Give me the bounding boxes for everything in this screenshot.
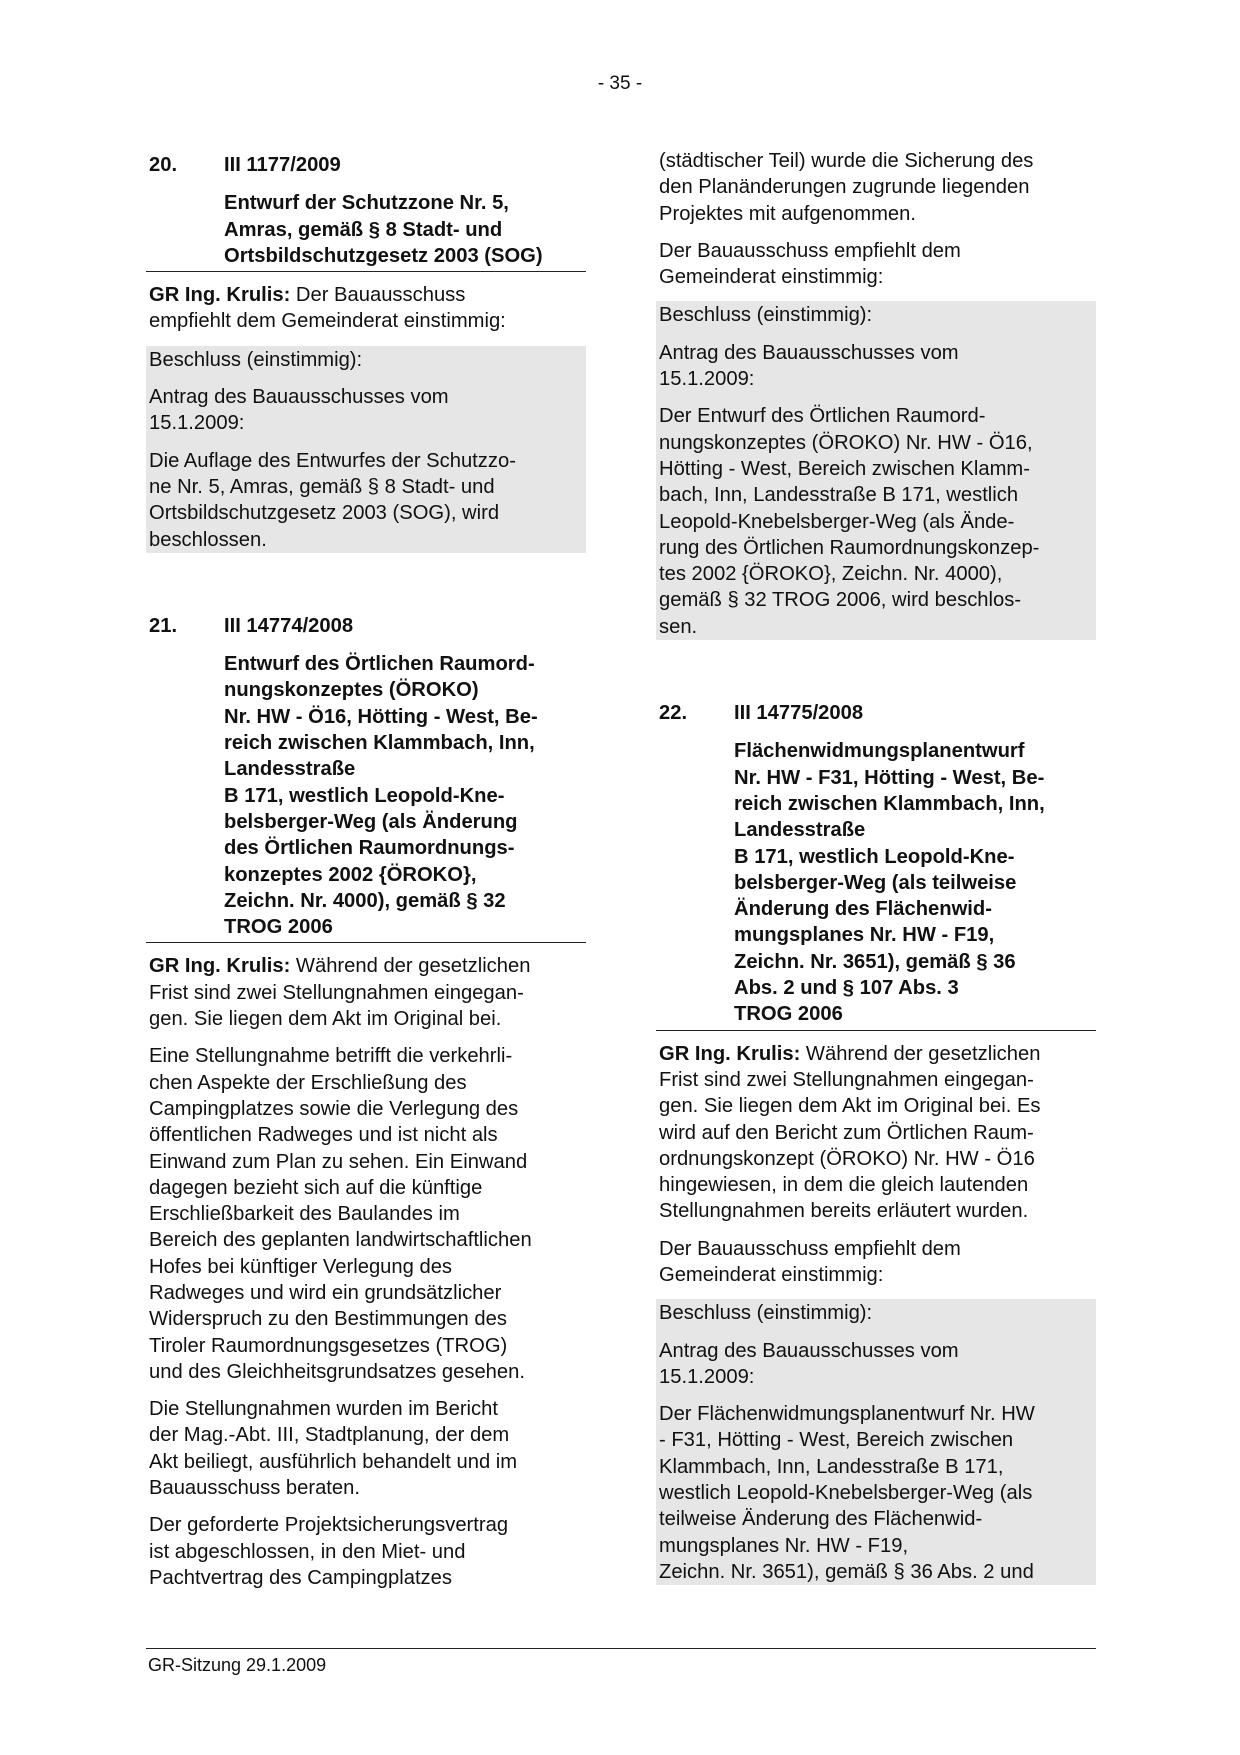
motion-text xyxy=(656,340,1096,393)
item-21-number: 21. xyxy=(149,614,178,637)
motion-line: 15.1.2009: xyxy=(659,1365,755,1388)
item-22-resolution-box xyxy=(656,1299,1096,1585)
resolution-label: Beschluss (einstimmig): xyxy=(659,304,873,327)
resolution-line: Klammbach, Inn, Landesstraße B 171, xyxy=(659,1455,1004,1478)
text-line: Radweges und wird ein grundsätzlicher xyxy=(149,1281,502,1304)
resolution-line: beschlossen. xyxy=(149,528,267,551)
item-21-title-line: Entwurf des Örtlichen Raumord- xyxy=(224,653,535,676)
text-line: öffentlichen Radweges und ist nicht als xyxy=(149,1124,498,1147)
item-21-title-line: B 171, westlich Leopold-Kne- xyxy=(224,784,505,807)
text-line: Gemeinderat einstimmig: xyxy=(659,266,884,289)
resolution-text xyxy=(656,1401,1096,1585)
text-line: Campingplatzes sowie die Verlegung des xyxy=(149,1097,519,1120)
item-21-header xyxy=(146,613,586,639)
item-21-title-line: Nr. HW - Ö16, Hötting - West, Be- xyxy=(224,705,538,728)
resolution-line: westlich Leopold-Knebelsberger-Weg (als xyxy=(659,1482,1033,1505)
item-22-title-line: Änderung des Flächenwid- xyxy=(734,898,992,921)
text-line: ordnungskonzept (ÖROKO) Nr. HW - Ö16 xyxy=(659,1147,1035,1170)
item-21-paragraph-4 xyxy=(146,1512,586,1591)
item-22-title xyxy=(656,738,1096,1030)
speaker-name: GR Ing. Krulis: xyxy=(149,955,291,978)
agenda-item-22 xyxy=(656,700,1096,1585)
agenda-item-20 xyxy=(146,152,586,553)
motion-line: 15.1.2009: xyxy=(659,368,755,391)
item-21-title-line: Zeichn. Nr. 4000), gemäß § 32 xyxy=(224,889,506,912)
item-22-header xyxy=(656,700,1096,726)
item-20-title xyxy=(146,190,586,272)
item-21-title-line: Landesstraße xyxy=(224,758,356,781)
item-21-resolution-box xyxy=(656,301,1096,640)
item-20-reference: III 1177/2009 xyxy=(224,154,341,176)
motion-text xyxy=(146,384,586,437)
resolution-text xyxy=(656,403,1096,640)
item-21-reference: III 14774/2008 xyxy=(224,614,354,637)
resolution-line: mungsplanes Nr. HW - F19, xyxy=(659,1534,909,1557)
text-line: den Planänderungen zugrunde liegenden xyxy=(659,176,1030,199)
text-line: Hofes bei künftiger Verlegung des xyxy=(149,1255,453,1278)
resolution-text xyxy=(146,448,586,553)
text-line: chen Aspekte der Erschließung des xyxy=(149,1071,467,1094)
item-22-title-line: Abs. 2 und § 107 Abs. 3 xyxy=(734,977,959,1000)
motion-line: Antrag des Bauausschusses vom xyxy=(659,341,959,364)
text-line: der Mag.-Abt. III, Stadtplanung, der dem xyxy=(149,1424,510,1447)
agenda-item-21 xyxy=(146,613,586,1591)
text-line: Stellungnahmen bereits erläutert wurden. xyxy=(659,1200,1029,1223)
item-20-title-line: Ortsbildschutzgesetz 2003 (SOG) xyxy=(224,244,543,267)
resolution-line: Zeichn. Nr. 3651), gemäß § 36 Abs. 2 und xyxy=(659,1560,1034,1583)
left-column xyxy=(146,152,586,1602)
item-21-title-line: belsberger-Weg (als Änderung xyxy=(224,810,518,833)
text-line: Pachtvertrag des Campingplatzes xyxy=(149,1566,452,1589)
resolution-line: nungskonzeptes (ÖROKO) Nr. HW - Ö16, xyxy=(659,431,1033,454)
resolution-line: teilweise Änderung des Flächenwid- xyxy=(659,1508,983,1531)
resolution-label: Beschluss (einstimmig): xyxy=(659,1302,873,1325)
text-line: Der Bauausschuss empfiehlt dem xyxy=(659,1237,961,1260)
motion-line: Antrag des Bauausschusses vom xyxy=(149,386,449,409)
text-line: (städtischer Teil) wurde die Sicherung des xyxy=(659,150,1034,172)
text-line: ist abgeschlossen, in den Miet- und xyxy=(149,1540,466,1563)
text-line: Bereich des geplanten landwirtschaftlichen xyxy=(149,1229,532,1252)
item-21-paragraph-1 xyxy=(146,953,586,1032)
item-21-title-line: TROG 2006 xyxy=(224,916,333,939)
resolution-line: bach, Inn, Landesstraße B 171, westlich xyxy=(659,484,1019,507)
motion-text xyxy=(656,1338,1096,1391)
text-line: gen. Sie liegen dem Akt im Original bei. Es xyxy=(659,1095,1041,1118)
item-20-intro xyxy=(146,282,586,335)
text-line: Widerspruch zu den Bestimmungen des xyxy=(149,1308,507,1331)
page-number: - 35 - xyxy=(597,73,643,94)
text-line: Erschließbarkeit des Baulandes im xyxy=(149,1203,460,1226)
text-line: Während der gesetzlichen xyxy=(290,955,531,978)
item-21-title-line: des Örtlichen Raumordnungs- xyxy=(224,837,515,860)
resolution-line: Ortsbildschutzgesetz 2003 (SOG), wird xyxy=(149,502,500,525)
resolution-line: gemäß § 32 TROG 2006, wird beschlos- xyxy=(659,589,1022,612)
item-20-number: 20. xyxy=(149,154,178,176)
intro-line: Der Bauausschuss xyxy=(290,284,466,307)
item-20-title-line: Entwurf der Schutzzone Nr. 5, xyxy=(224,192,509,215)
item-21-paragraph-3 xyxy=(146,1396,586,1501)
item-20-title-line: Amras, gemäß § 8 Stadt- und xyxy=(224,218,503,241)
item-21-paragraph-6 xyxy=(656,238,1096,291)
item-22-paragraph-1 xyxy=(656,1041,1096,1225)
motion-line: Antrag des Bauausschusses vom xyxy=(659,1339,959,1362)
text-line: Die Stellungnahmen wurden im Bericht xyxy=(149,1398,498,1421)
text-line: dagegen bezieht sich auf die künftige xyxy=(149,1176,483,1199)
text-line: Einwand zum Plan zu sehen. Ein Einwand xyxy=(149,1150,528,1173)
text-line: Frist sind zwei Stellungnahmen eingegan- xyxy=(659,1068,1034,1091)
resolution-line: rung des Örtlichen Raumordnungskonzep- xyxy=(659,536,1040,559)
text-line: Frist sind zwei Stellungnahmen eingegan- xyxy=(149,981,524,1004)
text-line: Eine Stellungnahme betrifft die verkehrli- xyxy=(149,1045,513,1068)
text-line: wird auf den Bericht zum Örtlichen Raum- xyxy=(659,1121,1034,1144)
footer-divider xyxy=(146,1648,1096,1649)
item-22-title-line: Flächenwidmungsplanentwurf xyxy=(734,740,1025,763)
resolution-line: - F31, Hötting - West, Bereich zwischen xyxy=(659,1429,1014,1452)
text-line: Tiroler Raumordnungsgesetzes (TROG) xyxy=(149,1334,508,1357)
text-line: hingewiesen, in dem die gleich lautenden xyxy=(659,1174,1029,1197)
resolution-line: Leopold-Knebelsberger-Weg (als Ände- xyxy=(659,510,1015,533)
text-line: Bauausschuss beraten. xyxy=(149,1477,360,1500)
text-line: Der geforderte Projektsicherungsvertrag xyxy=(149,1514,509,1537)
speaker-name: GR Ing. Krulis: xyxy=(659,1042,801,1065)
item-22-title-line: Landesstraße xyxy=(734,819,866,842)
text-line: Der Bauausschuss empfiehlt dem xyxy=(659,239,961,262)
item-21-title xyxy=(146,651,586,943)
text-line: Akt beiliegt, ausführlich behandelt und im xyxy=(149,1450,518,1473)
speaker-name: GR Ing. Krulis: xyxy=(149,284,291,307)
resolution-line: Der Entwurf des Örtlichen Raumord- xyxy=(659,405,986,428)
text-line: und des Gleichheitsgrundsatzes gesehen. xyxy=(149,1360,525,1383)
item-22-title-line: Nr. HW - F31, Hötting - West, Be- xyxy=(734,766,1045,789)
item-21-paragraph-5 xyxy=(656,148,1096,227)
resolution-line: sen. xyxy=(659,615,698,638)
item-20-header xyxy=(146,152,586,178)
motion-line: 15.1.2009: xyxy=(149,412,245,435)
item-22-number: 22. xyxy=(659,702,688,725)
item-22-title-line: B 171, westlich Leopold-Kne- xyxy=(734,845,1015,868)
resolution-line: ne Nr. 5, Amras, gemäß § 8 Stadt- und xyxy=(149,475,495,498)
item-21-title-line: nungskonzeptes (ÖROKO) xyxy=(224,679,479,702)
resolution-line: Der Flächenwidmungsplanentwurf Nr. HW xyxy=(659,1403,1035,1426)
item-21-paragraph-2 xyxy=(146,1043,586,1385)
resolution-line: Hötting - West, Bereich zwischen Klamm- xyxy=(659,457,1030,480)
right-column xyxy=(656,148,1096,1595)
text-line: Während der gesetzlichen xyxy=(800,1042,1041,1065)
item-21-title-line: reich zwischen Klammbach, Inn, xyxy=(224,732,535,755)
item-22-title-line: mungsplanes Nr. HW - F19, xyxy=(734,924,995,947)
item-20-resolution-box xyxy=(146,346,586,553)
item-21-title-line: konzeptes 2002 {ÖROKO}, xyxy=(224,863,477,886)
item-22-paragraph-2 xyxy=(656,1236,1096,1289)
resolution-label: Beschluss (einstimmig): xyxy=(149,348,363,371)
text-line: gen. Sie liegen dem Akt im Original bei. xyxy=(149,1008,502,1031)
item-22-title-line: belsberger-Weg (als teilweise xyxy=(734,871,1017,894)
intro-line: empfiehlt dem Gemeinderat einstimmig: xyxy=(149,310,506,333)
resolution-line: Die Auflage des Entwurfes der Schutzzo- xyxy=(149,449,516,472)
item-22-reference: III 14775/2008 xyxy=(734,702,864,725)
text-line: Gemeinderat einstimmig: xyxy=(659,1263,884,1286)
text-line: Projektes mit aufgenommen. xyxy=(659,202,916,225)
item-22-title-line: TROG 2006 xyxy=(734,1003,843,1026)
footer-session-date: GR-Sitzung 29.1.2009 xyxy=(148,1655,327,1675)
item-22-title-line: reich zwischen Klammbach, Inn, xyxy=(734,792,1045,815)
resolution-line: tes 2002 {ÖROKO}, Zeichn. Nr. 4000), xyxy=(659,563,1003,586)
item-22-title-line: Zeichn. Nr. 3651), gemäß § 36 xyxy=(734,950,1016,973)
